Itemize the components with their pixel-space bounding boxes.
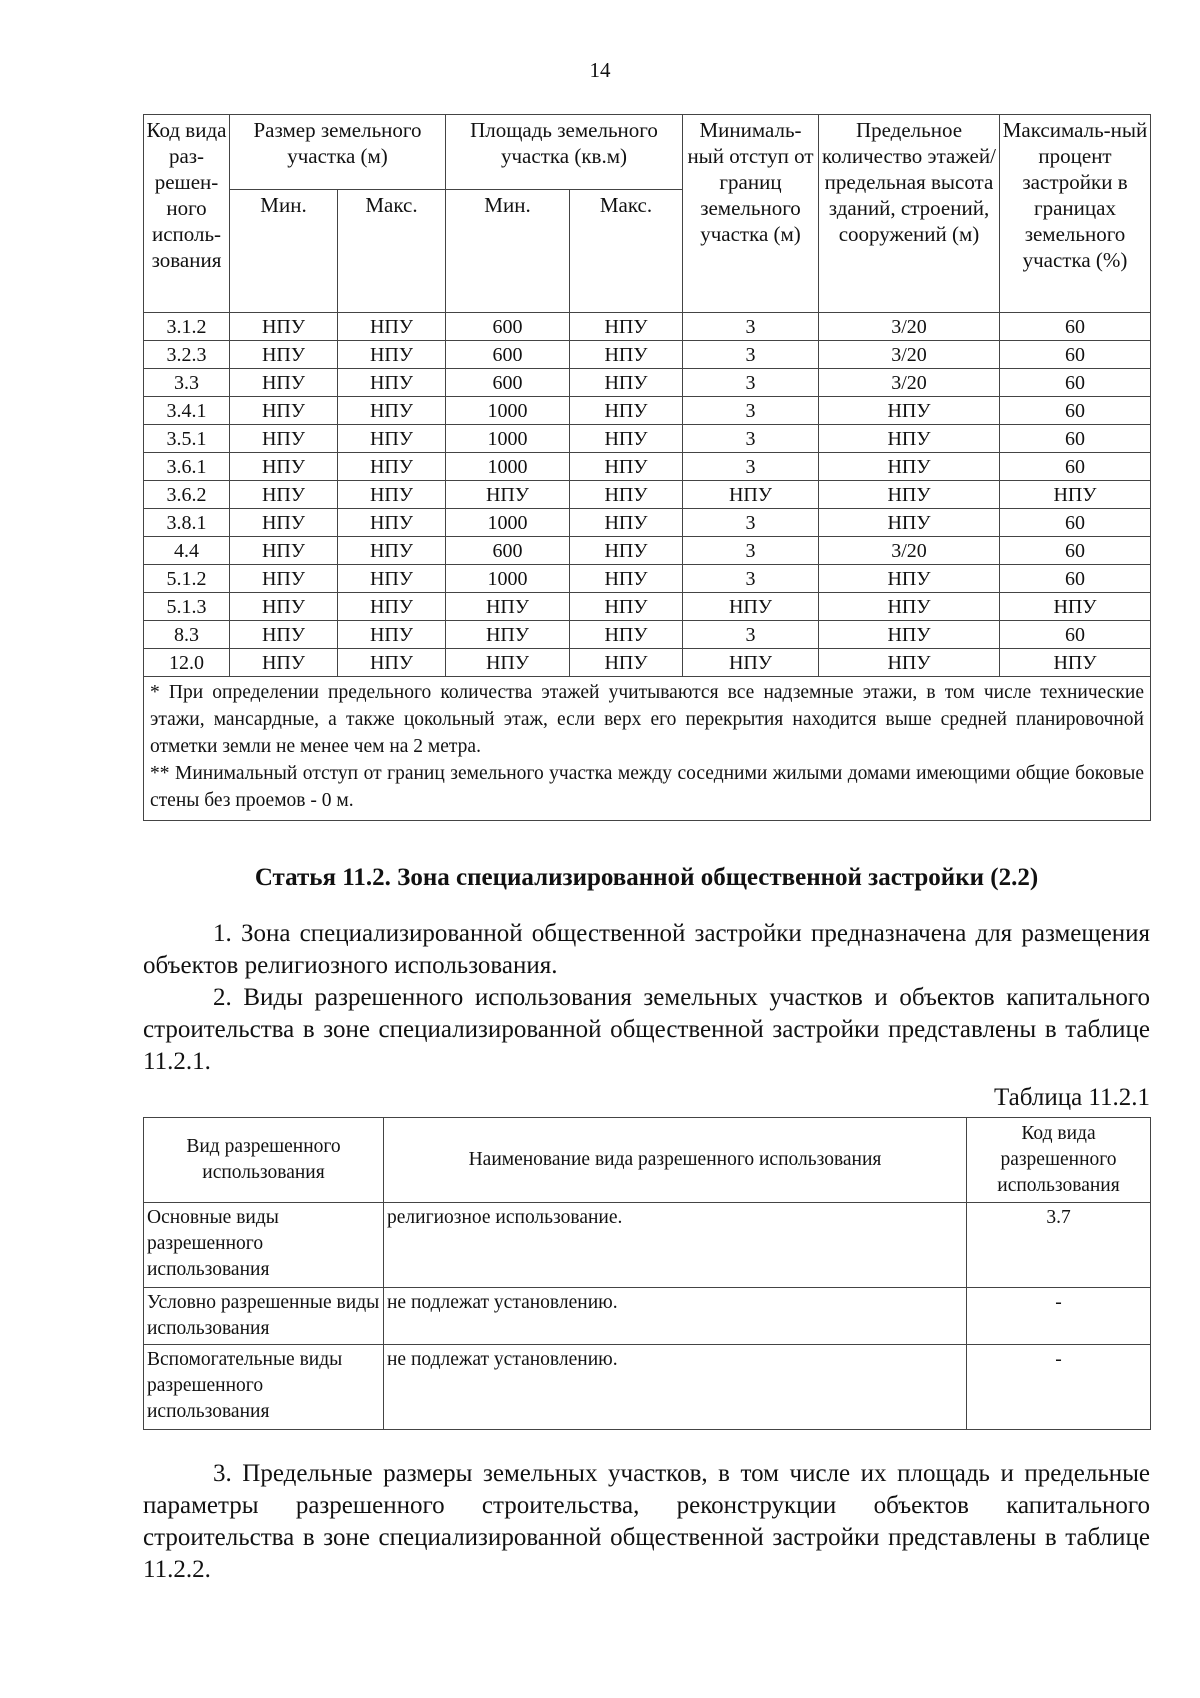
table-body (144, 313, 1151, 677)
table-cell: НПУ (819, 593, 1000, 621)
table-cell: 1000 (446, 453, 570, 481)
header-kind: Вид разрешенного использования (144, 1118, 384, 1203)
note-floors: * При определении предельного количества этажей учитываются все надземные этажи, в том числе технические этажи, мансардные, а также цокольный этаж, если верх его перекрытия находится выше средней планировочной отметки земли не менее чем на 2 метра. (150, 682, 1144, 757)
table-cell: 60 (1000, 565, 1151, 593)
table-cell: НПУ (230, 593, 338, 621)
row-code: 3.7 (967, 1203, 1151, 1288)
table-cell: НПУ (230, 313, 338, 341)
table-cell: НПУ (230, 481, 338, 509)
table-cell: НПУ (338, 593, 446, 621)
table-cell: 3/20 (819, 341, 1000, 369)
table-cell: НПУ (570, 425, 683, 453)
table-cell: НПУ (683, 649, 819, 677)
table-cell: 3 (683, 313, 819, 341)
table-cell: 60 (1000, 369, 1151, 397)
table-row (144, 481, 1151, 509)
table-cell: НПУ (570, 593, 683, 621)
table-cell: 3.2.3 (144, 341, 230, 369)
table-cell: НПУ (819, 621, 1000, 649)
page-number: 14 (589, 58, 611, 82)
article-heading: Статья 11.2. Зона специализированной общественной застройки (2.2) (254, 864, 1039, 891)
table-cell: НПУ (230, 453, 338, 481)
row-code: - (967, 1288, 1151, 1345)
table-row (144, 649, 1151, 677)
table-cell: 3 (683, 453, 819, 481)
header-name: Наименование вида разрешенного использования (384, 1118, 967, 1203)
table-cell: НПУ (230, 537, 338, 565)
table-cell: НПУ (338, 425, 446, 453)
table-cell: 60 (1000, 313, 1151, 341)
table-cell: 3.5.1 (144, 425, 230, 453)
table-row (144, 397, 1151, 425)
table-cell: 3 (683, 565, 819, 593)
table-cell: НПУ (819, 509, 1000, 537)
table-row (144, 425, 1151, 453)
table-cell: НПУ (338, 481, 446, 509)
table-cell: НПУ (819, 649, 1000, 677)
table-cell: НПУ (338, 565, 446, 593)
table-cell: НПУ (446, 649, 570, 677)
table-cell: НПУ (338, 509, 446, 537)
table-cell: НПУ (338, 537, 446, 565)
table-cell: 3 (683, 621, 819, 649)
table-cell: 1000 (446, 565, 570, 593)
table-cell: НПУ (570, 481, 683, 509)
header-use-code: Код вида разрешенного использования (967, 1118, 1151, 1203)
table-cell: 60 (1000, 621, 1151, 649)
table-cell: НПУ (230, 397, 338, 425)
table-row (144, 313, 1151, 341)
table-cell: 3 (683, 425, 819, 453)
table-row (144, 509, 1151, 537)
table-row (144, 565, 1151, 593)
table-cell: НПУ (446, 621, 570, 649)
paragraph-2: 2. Виды разрешенного использования земельных участков и объектов капитального строительства в зоне специализированной общественной застройки представлены в таблице 11.2.1. (143, 984, 1150, 1075)
table-cell: НПУ (1000, 649, 1151, 677)
table-cell: НПУ (819, 397, 1000, 425)
table-cell: 60 (1000, 453, 1151, 481)
table-cell: 3/20 (819, 313, 1000, 341)
land-parameters-table (143, 114, 1151, 821)
table-row (144, 369, 1151, 397)
table-cell: 60 (1000, 397, 1151, 425)
table-cell: 60 (1000, 341, 1151, 369)
table-cell: НПУ (230, 369, 338, 397)
table-cell: НПУ (230, 565, 338, 593)
paragraph-3: 3. Предельные размеры земельных участков, в том числе их площадь и предельные параметры разрешенного строительства, реконструкции объектов капитального строительства в зоне специализированной общественной застройки представлены в таблице 11.2.2. (143, 1460, 1150, 1583)
table-cell: 60 (1000, 509, 1151, 537)
row-kind: Основные виды разрешенного использования (144, 1203, 384, 1288)
table-cell: НПУ (230, 621, 338, 649)
row-code: - (967, 1345, 1151, 1430)
table-row (144, 537, 1151, 565)
table-cell: НПУ (230, 425, 338, 453)
table-cell: НПУ (819, 565, 1000, 593)
table-cell: НПУ (338, 313, 446, 341)
table-cell: НПУ (446, 593, 570, 621)
table-cell: 3 (683, 537, 819, 565)
row-name: не подлежат установлению. (384, 1288, 967, 1345)
table-cell: НПУ (570, 453, 683, 481)
table-cell: НПУ (230, 509, 338, 537)
table-cell: 60 (1000, 425, 1151, 453)
table-cell: НПУ (683, 593, 819, 621)
table-cell: 4.4 (144, 537, 230, 565)
header-code: Код вида раз-решен-ного исполь-зования (144, 115, 230, 313)
table-cell: НПУ (230, 341, 338, 369)
table-cell: НПУ (570, 509, 683, 537)
table-cell: НПУ (570, 565, 683, 593)
permitted-use-table (143, 1117, 1151, 1430)
header-percent: Максималь-ный процент застройки в границах земельного участка (%) (1000, 115, 1151, 313)
table-cell: НПУ (570, 649, 683, 677)
table-row (144, 621, 1151, 649)
table-cell: НПУ (446, 481, 570, 509)
table-cell: 3 (683, 509, 819, 537)
table-cell: НПУ (819, 453, 1000, 481)
table-cell: НПУ (338, 453, 446, 481)
header-area-max: Макс. (570, 190, 683, 313)
table-caption: Таблица 11.2.1 (994, 1084, 1150, 1111)
header-size-max: Макс. (338, 190, 446, 313)
table-cell: НПУ (570, 369, 683, 397)
table-notes (144, 677, 1151, 821)
table-cell: НПУ (683, 481, 819, 509)
table-cell: НПУ (338, 341, 446, 369)
table-cell: 60 (1000, 537, 1151, 565)
row-kind: Условно разрешенные виды использования (144, 1288, 384, 1345)
row-name: не подлежат установлению. (384, 1345, 967, 1430)
header-size-min: Мин. (230, 190, 338, 313)
table-cell: 600 (446, 313, 570, 341)
table-cell: 600 (446, 341, 570, 369)
table-cell: 3.3 (144, 369, 230, 397)
table-cell: НПУ (819, 481, 1000, 509)
table-cell: НПУ (570, 397, 683, 425)
table-cell: 1000 (446, 425, 570, 453)
header-area: Площадь земельного участка (кв.м) (446, 115, 683, 190)
header-setback: Минималь-ный отступ от границ земельного участка (м) (683, 115, 819, 313)
header-area-min: Мин. (446, 190, 570, 313)
table-cell: 3.8.1 (144, 509, 230, 537)
table-cell: 3 (683, 397, 819, 425)
table-cell: 3/20 (819, 537, 1000, 565)
row-name: религиозное использование. (384, 1203, 967, 1288)
table-row (144, 593, 1151, 621)
table-cell: НПУ (819, 425, 1000, 453)
table-cell: 600 (446, 537, 570, 565)
table-cell: 1000 (446, 509, 570, 537)
table-row (144, 453, 1151, 481)
table-cell: 3.4.1 (144, 397, 230, 425)
table-cell: НПУ (570, 313, 683, 341)
table-cell: 600 (446, 369, 570, 397)
row-kind: Вспомогательные виды разрешенного использования (144, 1345, 384, 1430)
table-cell: 12.0 (144, 649, 230, 677)
table-cell: 1000 (446, 397, 570, 425)
header-floors: Предельное количество этажей/ предельная высота зданий, строений, сооружений (м) (819, 115, 1000, 313)
table-cell: НПУ (338, 397, 446, 425)
note-setback: ** Минимальный отступ от границ земельного участка между соседними жилыми домами имеющими общие боковые стены без проемов - 0 м. (150, 763, 1144, 811)
table-cell: 3.6.2 (144, 481, 230, 509)
table-cell: 5.1.2 (144, 565, 230, 593)
table-cell: НПУ (338, 649, 446, 677)
table-cell: 8.3 (144, 621, 230, 649)
table-cell: 3 (683, 369, 819, 397)
table-cell: НПУ (1000, 593, 1151, 621)
table-cell: 3/20 (819, 369, 1000, 397)
table-cell: НПУ (570, 621, 683, 649)
table-cell: НПУ (230, 649, 338, 677)
table-cell: НПУ (338, 621, 446, 649)
table-cell: 3.6.1 (144, 453, 230, 481)
table-cell: НПУ (338, 369, 446, 397)
paragraph-1: 1. Зона специализированной общественной застройки предназначена для размещения объектов религиозного использования. (143, 920, 1150, 979)
table-cell: 3.1.2 (144, 313, 230, 341)
header-size: Размер земельного участка (м) (230, 115, 446, 190)
table-cell: НПУ (570, 537, 683, 565)
table-row (144, 341, 1151, 369)
table-cell: 5.1.3 (144, 593, 230, 621)
table-cell: НПУ (570, 341, 683, 369)
table-cell: 3 (683, 341, 819, 369)
table-cell: НПУ (1000, 481, 1151, 509)
